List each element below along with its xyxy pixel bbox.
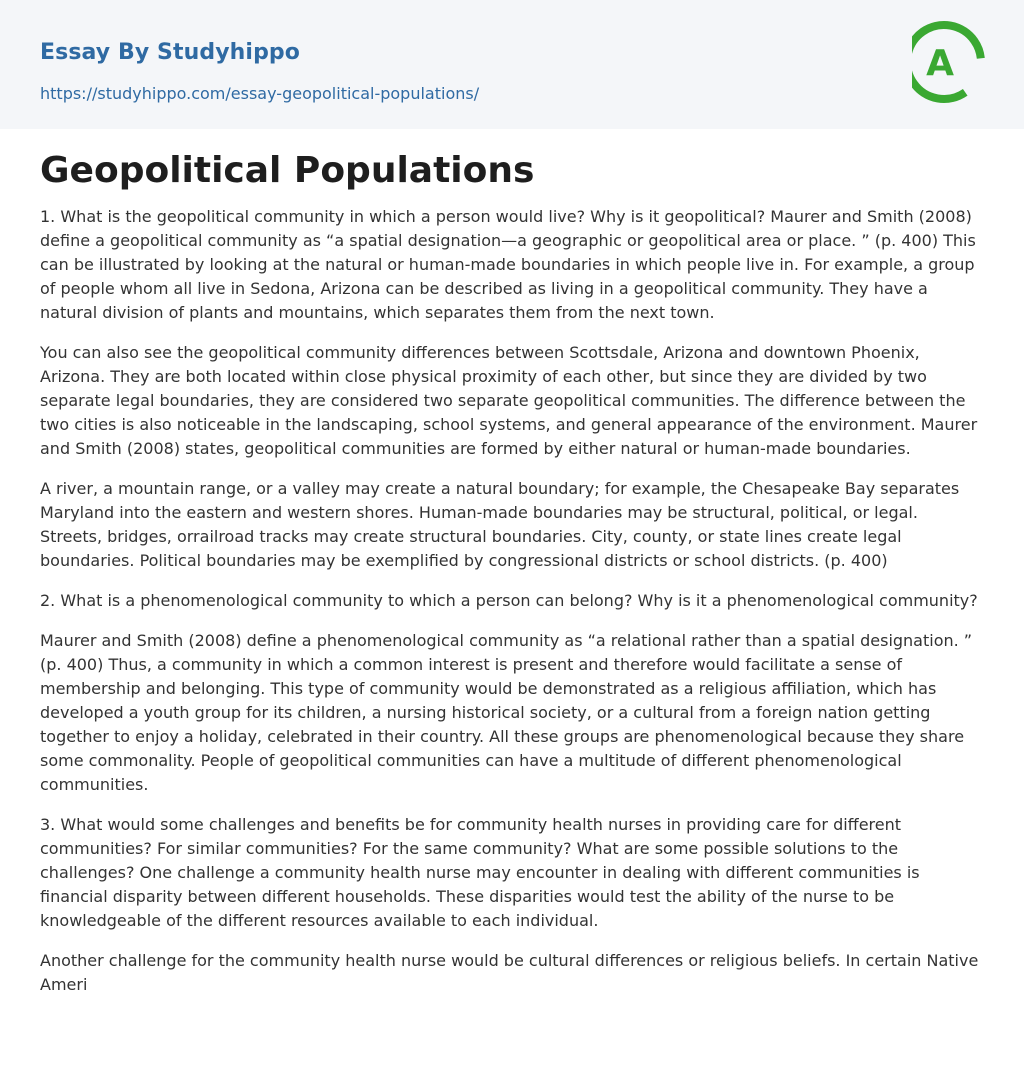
paragraph: 1. What is the geopolitical community in which a person would live? Why is it geopolitical? Maurer and Smith (2008) define a geopolitical community as “a spatial designation—a geographic or geopolitical area or place. ” (p. 400) This can be illustrated by looking at the natural or human-made boundaries in which people live in. For example, a group of people whom all live in Sedona, Arizona can be described as living in a geopolitical community. They have a natural division of plants and mountains, which separates them from the next town. [40,207,976,322]
paragraph: 3. What would some challenges and benefits be for community health nurses in providing care for different communities? For similar communities? For the same community? What are some possible solutions to the challenges? One challenge a community health nurse may encounter in dealing with different communities is financial disparity between different households. These disparities would test the ability of the nurse to be knowledgeable of the different resources available to each individual. [40,815,920,930]
page-title: Geopolitical Populations [40,150,535,191]
site-header [0,0,1024,129]
paragraph: A river, a mountain range, or a valley may create a natural boundary; for example, the Chesapeake Bay separates Maryland into the eastern and western shores. Human-made boundaries may be structural, political, or legal. Streets, bridges, orrailroad tracks may create structural boundaries. City, county, or state lines create legal boundaries. Political boundaries may be exemplified by congressional districts or school districts. (p. 400) [40,479,960,570]
paragraph: 2. What is a phenomenological community to which a person can belong? Why is it a phenomenological community? [40,591,978,610]
paragraph: Maurer and Smith (2008) define a phenomenological community as “a relational rather than a spatial designation. ” (p. 400) Thus, a community in which a common interest is present and therefore would facilitate a sense of membership and belonging. This type of community would be demonstrated as a religious affiliation, which has developed a youth group for its children, a nursing historical society, or a cultural from a foreign nation getting together to enjoy a holiday, celebrated in their country. All these groups are phenomenological because they share some commonality. People of geopolitical communities can have a multitude of different phenomenological communities. [40,631,973,794]
article-body [0,129,1024,997]
paragraph: Another challenge for the community health nurse would be cultural differences or religious beliefs. In certain Native Ameri [40,951,979,994]
studyhippo-logo-icon[interactable] [912,19,986,105]
site-brand[interactable]: Essay By Studyhippo [40,40,300,65]
logo-letter: A [926,43,954,84]
essay-url-link[interactable]: https://studyhippo.com/essay-geopolitical-populations/ [40,84,480,103]
paragraph: You can also see the geopolitical community differences between Scottsdale, Arizona and downtown Phoenix, Arizona. They are both located within close physical proximity of each other, but since they are divided by two separate legal boundaries, they are considered two separate geopolitical communities. The difference between the two cities is also noticeable in the landscaping, school systems, and general appearance of the environment. Maurer and Smith (2008) states, geopolitical communities are formed by either natural or human-made boundaries. [40,343,978,458]
